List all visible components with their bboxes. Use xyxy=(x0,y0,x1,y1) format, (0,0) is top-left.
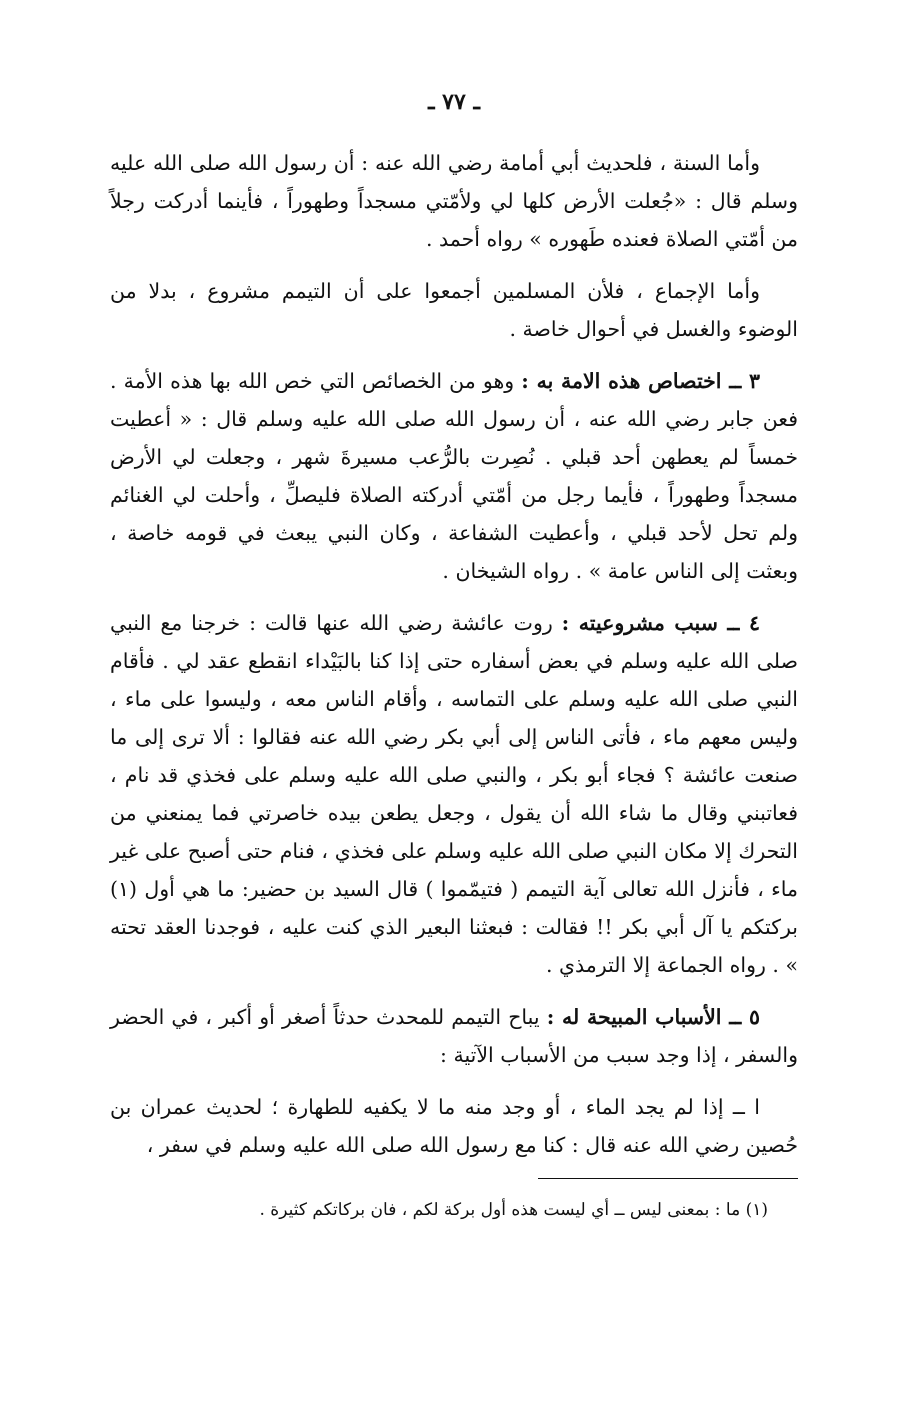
paragraph-text: ا ــ إذا لم يجد الماء ، أو وجد منه ما لا يكفيه للطهارة ؛ لحديث عمران بن حُصين رضي الله عنه قال : كنا مع رسول الله صلى الله عليه وسلم في سفر ، xyxy=(110,1095,798,1157)
page-number: ـ ٧٧ ـ xyxy=(428,89,480,115)
paragraph-text: روت عائشة رضي الله عنها قالت : خرجنا مع النبي صلى الله عليه وسلم في بعض أسفاره حتى إذا كنا بالبَيْداء انقطع عقد لي . فأقام النبي صلى الله عليه وسلم على التماسه ، وأقام الناس معه ، وليسوا على ماء ، وليس معهم ماء ، فأتى الناس إلى أبي بكر رضي الله عنه فقالوا : ألا ترى إلى ما صنعت عائشة ؟ فجاء أبو بكر ، والنبي صلى الله عليه وسلم على فخذي قد نام ، فعاتبني وقال ما شاء الله أن يقول ، وجعل يطعن بيده خاصرتي فما يمنعني من التحرك إلا مكان النبي صلى الله عليه وسلم على فخذي ، فنام حتى أصبح على غير ماء ، فأنزل الله تعالى آية التيمم ( فتيمّموا ) قال السيد بن حضير: ما هي أول (١) بركتكم يا آل أبي بكر !! فقالت : فبعثنا البعير الذي كنت عليه ، فوجدنا العقد تحته » . رواه الجماعة إلا الترمذي . xyxy=(110,611,798,977)
section-4-legislation-reason xyxy=(110,604,798,984)
section-heading: ٣ ــ اختصاص هذه الامة به : xyxy=(521,369,760,393)
section-5-permitting-causes xyxy=(110,998,798,1074)
paragraph-sunnah-evidence xyxy=(110,144,798,258)
paragraph-text: وأما الإجماع ، فلأن المسلمين أجمعوا على أن التيمم مشروع ، بدلا من الوضوء والغسل في أحوال خاصة . xyxy=(110,279,798,341)
paragraph-text: وأما السنة ، فلحديث أبي أمامة رضي الله عنه : أن رسول الله صلى الله عليه وسلم قال : «جُعلت الأرض كلها لي ولأمّتي مسجداً وطهوراً ، فأينما أدركت رجلاً من أمّتي الصلاة فعنده طَهوره » رواه أحمد . xyxy=(110,151,798,251)
paragraph-consensus-evidence xyxy=(110,272,798,348)
section-3-specialty xyxy=(110,362,798,590)
cause-a-no-water xyxy=(110,1088,798,1164)
section-heading: ٥ ــ الأسباب المبيحة له : xyxy=(546,1005,760,1029)
paragraph-text: وهو من الخصائص التي خص الله بها هذه الأمة . فعن جابر رضي الله عنه ، أن رسول الله صلى الله عليه وسلم قال : « أعطيت خمساً لم يعطهن أحد قبلي . نُصِرت بالرُّعب مسيرةَ شهر ، وجعلت لي الأرض مسجداً وطهوراً ، فأيما رجل من أمّتي أدركته الصلاة فليصلِّ ، وأحلت لي الغنائم ولم تحل لأحد قبلي ، وأعطيت الشفاعة ، وكان النبي يبعث في قومه خاصة ، وبعثت إلى الناس عامة » . رواه الشيخان . xyxy=(110,369,798,583)
book-page xyxy=(110,82,798,1225)
footnote-divider xyxy=(538,1178,798,1179)
footnote: (١) ما : بمعنى ليس ــ أي ليست هذه أول بركة لكم ، فان بركاتكم كثيرة . xyxy=(259,1200,768,1220)
section-heading: ٤ ــ سبب مشروعيته : xyxy=(561,611,760,635)
paragraph-text: يباح التيمم للمحدث حدثاً أصغر أو أكبر ، في الحضر والسفر ، إذا وجد سبب من الأسباب الآتية : xyxy=(110,1005,798,1067)
